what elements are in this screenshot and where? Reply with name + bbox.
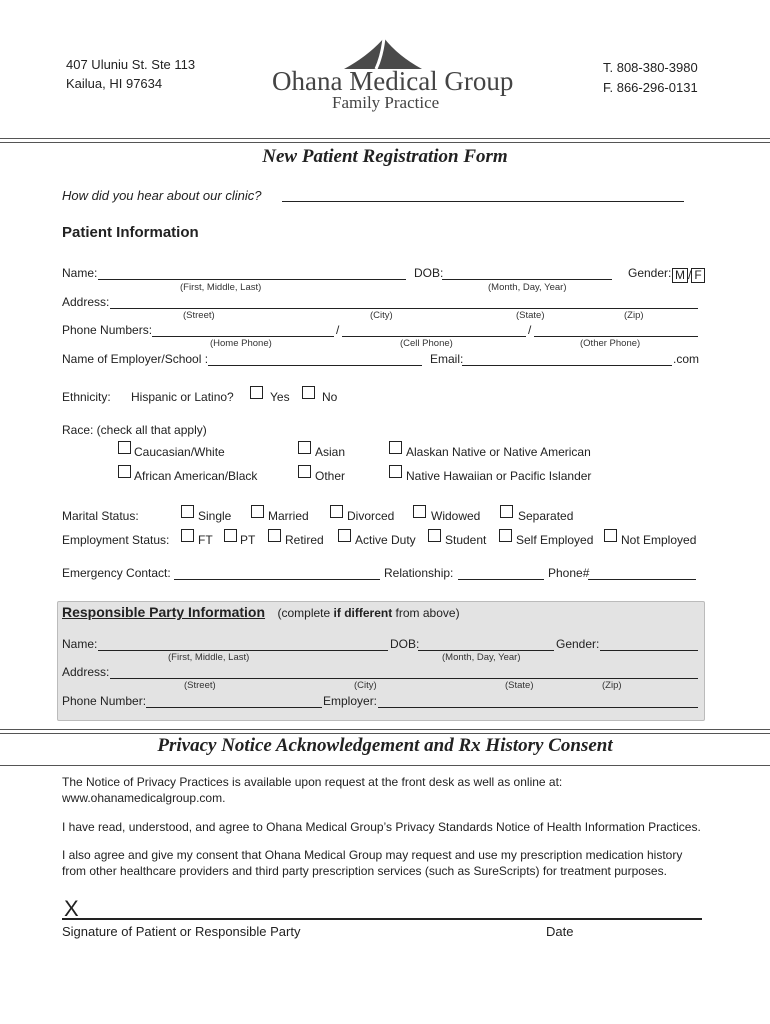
divider bbox=[0, 729, 770, 730]
clinic-address-line2: Kailua, HI 97634 bbox=[66, 76, 163, 91]
employment-option-label: Retired bbox=[285, 533, 324, 547]
name-label: Name: bbox=[62, 266, 98, 280]
addr-city-hint: (City) bbox=[370, 310, 393, 321]
address-label: Address: bbox=[62, 295, 110, 309]
marital-separated-checkbox[interactable] bbox=[500, 505, 513, 518]
divider bbox=[0, 142, 770, 143]
phone-slash: / bbox=[336, 323, 340, 337]
responsible-note-pre: (complete bbox=[277, 606, 334, 620]
employment-not-employed-checkbox[interactable] bbox=[604, 529, 617, 542]
patient-info-heading: Patient Information bbox=[62, 224, 199, 241]
home-phone-field[interactable] bbox=[152, 336, 334, 337]
employment-option-label: Self Employed bbox=[516, 533, 594, 547]
home-phone-hint: (Home Phone) bbox=[210, 338, 272, 349]
employment-active-duty-checkbox[interactable] bbox=[338, 529, 351, 542]
employment-option-label: PT bbox=[240, 533, 256, 547]
rp-employer-label: Employer: bbox=[323, 694, 378, 708]
marital-option-label: Widowed bbox=[431, 509, 481, 523]
dob-label: DOB: bbox=[414, 266, 444, 280]
employer-label: Name of Employer/School : bbox=[62, 352, 209, 366]
employment-retired-checkbox[interactable] bbox=[268, 529, 281, 542]
employment-option-label: Not Employed bbox=[621, 533, 697, 547]
privacy-title: Privacy Notice Acknowledgement and Rx History Consent bbox=[157, 735, 613, 756]
gender-options bbox=[672, 266, 705, 284]
clinic-fax: F. 866-296-0131 bbox=[603, 80, 698, 95]
rp-city-hint: (City) bbox=[354, 680, 377, 691]
relationship-label: Relationship: bbox=[384, 566, 454, 580]
employment-pt-checkbox[interactable] bbox=[224, 529, 237, 542]
gender-label: Gender: bbox=[628, 266, 672, 280]
emergency-contact-field[interactable] bbox=[174, 579, 380, 580]
gender-f-option[interactable]: F bbox=[691, 268, 704, 283]
race-african-american-checkbox[interactable] bbox=[118, 465, 131, 478]
marital-single-checkbox[interactable] bbox=[181, 505, 194, 518]
marital-option-label: Separated bbox=[518, 509, 574, 523]
dob-hint: (Month, Day, Year) bbox=[488, 282, 567, 293]
signature-label: Signature of Patient or Responsible Party bbox=[62, 924, 301, 939]
addr-state-hint: (State) bbox=[516, 310, 545, 321]
rp-phone-field[interactable] bbox=[146, 707, 322, 708]
ethnicity-no-label: No bbox=[322, 390, 338, 404]
emergency-phone-label: Phone# bbox=[548, 566, 590, 580]
clinic-phone: T. 808-380-3980 bbox=[603, 60, 698, 75]
privacy-para3-line1: I also agree and give my consent that Ohana Medical Group may request and use my prescription medication history bbox=[62, 848, 683, 862]
name-field[interactable] bbox=[98, 279, 406, 280]
rp-name-hint: (First, Middle, Last) bbox=[168, 652, 250, 663]
rp-address-label: Address: bbox=[62, 665, 110, 679]
org-subtitle: Family Practice bbox=[332, 93, 440, 112]
privacy-para2: I have read, understood, and agree to Ohana Medical Group’s Privacy Standards Notice of Health Information Practices. bbox=[62, 820, 701, 834]
race-caucasian-checkbox[interactable] bbox=[118, 441, 131, 454]
privacy-para1-line1: The Notice of Privacy Practices is available upon request at the front desk as well as online at: bbox=[62, 775, 563, 789]
gender-m-option[interactable]: M bbox=[672, 268, 688, 283]
rp-gender-field[interactable] bbox=[600, 650, 698, 651]
responsible-heading-row bbox=[62, 604, 460, 622]
address-field[interactable] bbox=[110, 308, 698, 309]
cell-phone-field[interactable] bbox=[342, 336, 526, 337]
divider bbox=[0, 765, 770, 766]
signature-line[interactable] bbox=[62, 918, 702, 920]
divider bbox=[0, 138, 770, 139]
race-alaskan-checkbox[interactable] bbox=[389, 441, 402, 454]
employment-option-label: Student bbox=[445, 533, 487, 547]
relationship-field[interactable] bbox=[458, 579, 544, 580]
email-label: Email: bbox=[430, 352, 464, 366]
marital-divorced-checkbox[interactable] bbox=[330, 505, 343, 518]
email-field[interactable] bbox=[462, 365, 672, 366]
race-option-label: Other bbox=[315, 469, 346, 483]
race-label: Race: (check all that apply) bbox=[62, 423, 207, 437]
name-hint: (First, Middle, Last) bbox=[180, 282, 262, 293]
race-option-label: African American/Black bbox=[134, 469, 258, 483]
privacy-para3-line2: from other healthcare providers and third party prescription services (such as SureScripts) for treatment purposes. bbox=[62, 864, 667, 878]
other-phone-hint: (Other Phone) bbox=[580, 338, 641, 349]
race-asian-checkbox[interactable] bbox=[298, 441, 311, 454]
marital-widowed-checkbox[interactable] bbox=[413, 505, 426, 518]
hear-answer-field[interactable] bbox=[282, 201, 684, 202]
rp-name-label: Name: bbox=[62, 637, 98, 651]
date-label: Date bbox=[546, 924, 574, 939]
gender-slash: / bbox=[688, 268, 692, 282]
rp-phone-label: Phone Number: bbox=[62, 694, 147, 708]
rp-state-hint: (State) bbox=[505, 680, 534, 691]
rp-address-field[interactable] bbox=[110, 678, 698, 679]
race-other-checkbox[interactable] bbox=[298, 465, 311, 478]
phone-label: Phone Numbers: bbox=[62, 323, 153, 337]
privacy-para1-line2: www.ohanamedicalgroup.com. bbox=[62, 791, 226, 805]
emergency-phone-field[interactable] bbox=[588, 579, 696, 580]
employment-option-label: Active Duty bbox=[355, 533, 416, 547]
signature-x: X bbox=[64, 896, 79, 921]
rp-employer-field[interactable] bbox=[378, 707, 698, 708]
phone-slash: / bbox=[528, 323, 532, 337]
marital-option-label: Single bbox=[198, 509, 232, 523]
dob-field[interactable] bbox=[442, 279, 612, 280]
ethnicity-label: Ethnicity: bbox=[62, 390, 111, 404]
rp-zip-hint: (Zip) bbox=[602, 680, 622, 691]
responsible-note-bold: if different bbox=[333, 606, 393, 620]
employment-label: Employment Status: bbox=[62, 533, 170, 547]
clinic-address-line1: 407 Uluniu St. Ste 113 bbox=[66, 57, 196, 72]
race-option-label: Native Hawaiian or Pacific Islander bbox=[406, 469, 592, 483]
hear-question: How did you hear about our clinic? bbox=[62, 188, 262, 203]
race-hawaiian-checkbox[interactable] bbox=[389, 465, 402, 478]
responsible-heading: Responsible Party Information bbox=[62, 604, 266, 620]
responsible-note-post: from above) bbox=[392, 606, 460, 620]
other-phone-field[interactable] bbox=[534, 336, 698, 337]
employment-self-employed-checkbox[interactable] bbox=[499, 529, 512, 542]
race-option-label: Caucasian/White bbox=[134, 445, 225, 459]
ethnicity-yes-label: Yes bbox=[270, 390, 290, 404]
rp-dob-hint: (Month, Day, Year) bbox=[442, 652, 521, 663]
employer-field[interactable] bbox=[208, 365, 422, 366]
employment-ft-checkbox[interactable] bbox=[181, 529, 194, 542]
addr-zip-hint: (Zip) bbox=[624, 310, 644, 321]
form-title: New Patient Registration Form bbox=[262, 146, 508, 167]
ethnicity-yes-checkbox[interactable] bbox=[250, 386, 263, 399]
marital-married-checkbox[interactable] bbox=[251, 505, 264, 518]
emergency-label: Emergency Contact: bbox=[62, 566, 171, 580]
race-option-label: Alaskan Native or Native American bbox=[406, 445, 591, 459]
race-option-label: Asian bbox=[315, 445, 346, 459]
divider bbox=[0, 733, 770, 734]
rp-dob-field[interactable] bbox=[418, 650, 554, 651]
rp-gender-label: Gender: bbox=[556, 637, 600, 651]
rp-name-field[interactable] bbox=[98, 650, 388, 651]
employment-student-checkbox[interactable] bbox=[428, 529, 441, 542]
cell-phone-hint: (Cell Phone) bbox=[400, 338, 453, 349]
marital-option-label: Divorced bbox=[347, 509, 395, 523]
rp-dob-label: DOB: bbox=[390, 637, 420, 651]
addr-street-hint: (Street) bbox=[183, 310, 215, 321]
marital-label: Marital Status: bbox=[62, 509, 139, 523]
rp-street-hint: (Street) bbox=[184, 680, 216, 691]
employment-option-label: FT bbox=[198, 533, 213, 547]
ethnicity-no-checkbox[interactable] bbox=[302, 386, 315, 399]
email-suffix: .com bbox=[673, 352, 700, 366]
marital-option-label: Married bbox=[268, 509, 309, 523]
org-name: Ohana Medical Group bbox=[272, 66, 514, 96]
hispanic-question: Hispanic or Latino? bbox=[131, 390, 234, 404]
